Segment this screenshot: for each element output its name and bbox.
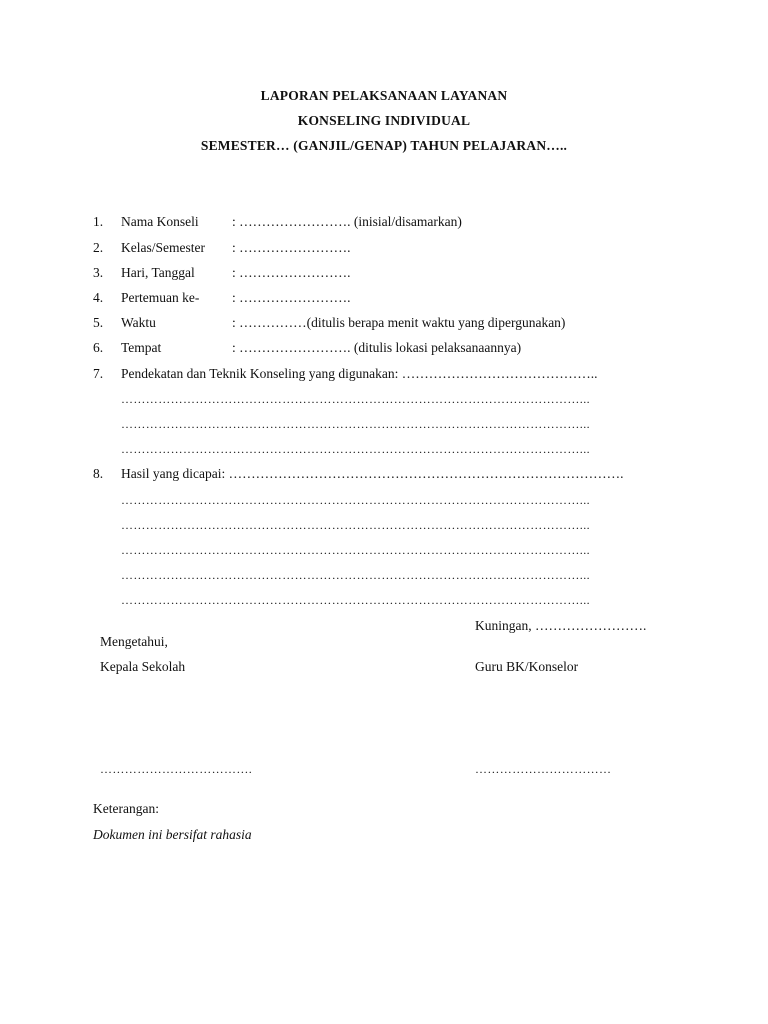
acknowledge-label: Mengetahui,: [100, 634, 168, 649]
field-value: : ……………………. (ditulis lokasi pelaksanaannya): [232, 340, 522, 355]
dotted-line: …………………………………………………………………………………………………...: [121, 593, 590, 607]
field-value: : ……………(ditulis berapa menit waktu yang dipergunakan): [232, 315, 566, 330]
title-line-1: LAPORAN PELAKSANAAN LAYANAN: [260, 88, 508, 103]
field-label: Pendekatan dan Teknik Konseling yang digunakan: ……………………………………..: [121, 366, 598, 381]
place-date: Kuningan, …………………….: [475, 618, 647, 633]
field-label: Waktu: [121, 315, 156, 330]
field-label: Hasil yang dicapai: …………………………………………………………………………….: [121, 466, 624, 481]
dotted-line: …………………………………………………………………………………………………...: [121, 518, 590, 532]
dotted-line: …………………………………………………………………………………………………...: [121, 442, 590, 456]
counselor-signature-blank: ……………………………: [475, 762, 612, 776]
field-label: Pertemuan ke-: [121, 290, 200, 305]
dotted-line: …………………………………………………………………………………………………...: [121, 543, 590, 557]
field-number: 3.: [93, 265, 104, 280]
field-number: 7.: [93, 366, 104, 381]
title-line-2: KONSELING INDIVIDUAL: [297, 113, 471, 128]
principal-title: Kepala Sekolah: [100, 659, 186, 674]
field-number: 5.: [93, 315, 104, 330]
field-value: : …………………….: [232, 290, 351, 305]
counselor-title: Guru BK/Konselor: [475, 659, 579, 674]
dotted-line: …………………………………………………………………………………………………...: [121, 392, 590, 406]
title-line-3: SEMESTER… (GANJIL/GENAP) TAHUN PELAJARAN…..: [200, 138, 568, 153]
field-label: Kelas/Semester: [121, 240, 205, 255]
principal-signature-blank: ……………………………….: [100, 762, 253, 776]
field-number: 6.: [93, 340, 104, 355]
field-label: Hari, Tanggal: [121, 265, 195, 280]
field-number: 2.: [93, 240, 104, 255]
field-value: : …………………….: [232, 265, 351, 280]
note-text: Dokumen ini bersifat rahasia: [93, 827, 252, 842]
dotted-line: …………………………………………………………………………………………………...: [121, 568, 590, 582]
field-number: 1.: [93, 214, 104, 229]
note-label: Keterangan:: [93, 801, 159, 816]
field-label: Nama Konseli: [121, 214, 199, 229]
dotted-line: …………………………………………………………………………………………………...: [121, 417, 590, 431]
field-number: 8.: [93, 466, 104, 481]
field-label: Tempat: [121, 340, 162, 355]
field-value: : ……………………. (inisial/disamarkan): [232, 214, 462, 229]
field-number: 4.: [93, 290, 104, 305]
dotted-line: …………………………………………………………………………………………………...: [121, 493, 590, 507]
field-value: : …………………….: [232, 240, 351, 255]
